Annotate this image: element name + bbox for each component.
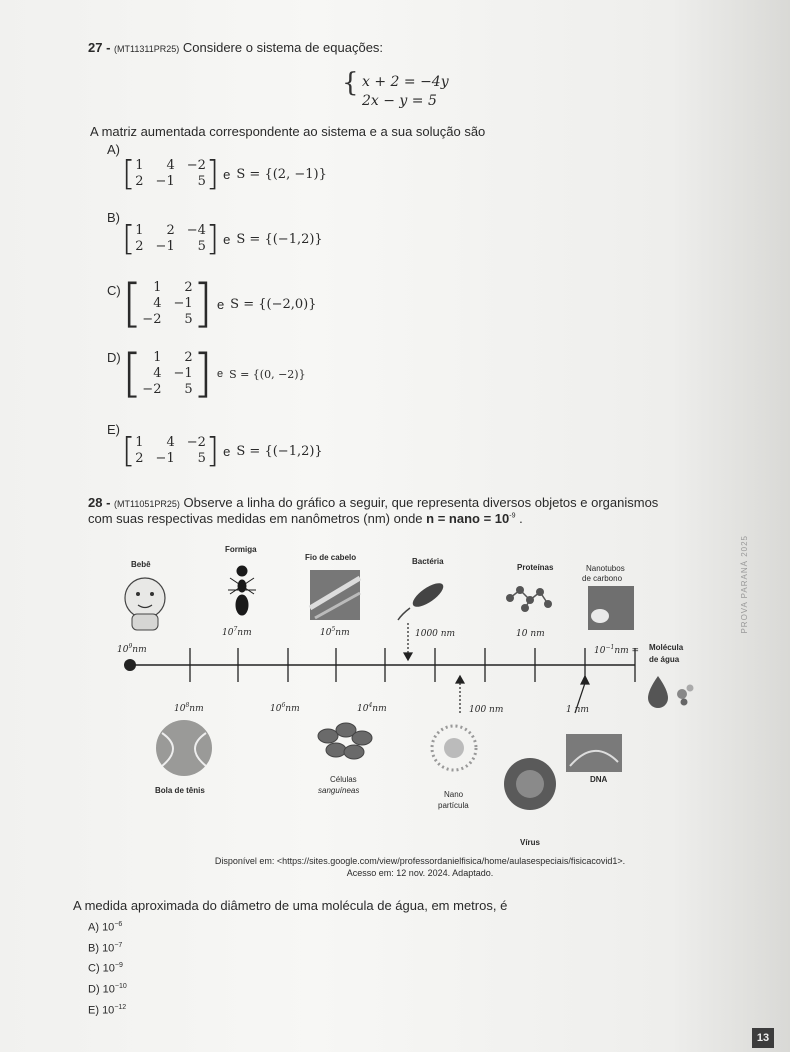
label-nano: Nano [444,790,464,799]
blood-cells-icon [318,723,372,759]
q28-options [88,916,127,1019]
solution-b: S = {(−1,2)} [236,231,323,247]
figure-access-date: Acesso em: 12 nov. 2024. Adaptado. [346,868,494,878]
matrix-b: 1 2 −4 2 −1 5 [135,223,206,254]
matrix-a: 1 4 −2 2 −1 5 [135,158,206,189]
side-watermark: PROVA PARANÁ 2025 [740,535,749,634]
solution-a: S = {(2, −1)} [236,166,327,182]
label-celulas: Células [330,775,357,784]
nanoparticle-icon [432,726,476,770]
measure-1e8: $10^8nm$ [174,702,204,714]
solution-c: S = {(−2,0)} [230,296,317,312]
nano-definition: n = nano = 10 [426,511,510,526]
q27-option-a-letter[interactable]: A) [107,142,120,157]
q28-option-a[interactable]: A) $10^{-6}$ [88,921,123,934]
baby-icon [125,578,165,630]
q28-number: 28 - [88,495,111,510]
q28-option-d[interactable]: D) $10^{-10}$ [88,982,127,996]
figure-source: Disponível em: <https://sites.google.com/view/professordanielfisica/home/aulasespeciais/fisicacovid1>. [214,856,626,866]
q27-option-b[interactable]: [ 1 2 −4 2 −1 5 ] e S = {(−1,2)} [122,219,323,259]
measure-1e9: $10^9nm$ [117,643,147,655]
q27-header [88,40,383,55]
water-drop-icon [648,676,694,708]
dna-icon [566,734,622,772]
label-fio-de-cabelo: Fio de cabelo [305,553,357,562]
measure-1e7: $10^7nm$ [222,626,252,638]
label-nanotubos: Nanotubos [586,564,625,573]
label-de-carbono: de carbono [582,574,623,583]
equation-1: x + 2 = −4y [362,74,449,90]
matrix-d: 1 2 4 −1 −2 5 [142,350,193,397]
q28-option-c[interactable]: C) $10^{-9}$ [88,962,123,975]
label-formiga: Formiga [225,545,257,554]
measure-1e5: $10^5nm$ [320,626,350,638]
measure-1e-1: $10^{-1}nm$ = [594,644,640,656]
q28-prompt-1: Observe a linha do gráfico a seguir, que representa diversos objetos e organismos [183,495,659,510]
hair-icon [310,570,360,620]
equation-system [362,73,449,111]
bacteria-icon [398,579,447,620]
nanoscale-figure [110,538,730,848]
measure-1000nm: 1000 nm [415,629,456,639]
label-sanguineas: sanguíneas [318,786,360,795]
measure-1e6: $10^6nm$ [270,702,300,714]
measure-100nm: 100 nm [469,705,504,715]
tennis-ball-icon [156,720,212,776]
label-bebe: Bebê [131,560,151,569]
virus-icon [504,758,556,810]
measure-1nm: 1 nm [566,705,589,715]
q28-header [88,495,738,510]
label-dna: DNA [590,775,608,784]
scale-start-dot [124,659,136,671]
q28-code: (MT11051PR25) [114,499,180,509]
label-bacteria: Bactéria [412,557,444,566]
proteins-icon [506,586,552,612]
label-virus: Vírus [520,838,541,847]
q28-question: A medida aproximada do diâmetro de uma molécula de água, em metros, é [73,898,508,913]
q27-option-e[interactable]: [ 1 4 −2 2 −1 5 ] e S = {(−1,2)} [122,431,323,471]
matrix-c: 1 2 4 −1 −2 5 [142,280,193,327]
ant-icon [228,566,256,615]
q28-option-b[interactable]: B) $10^{-7}$ [88,941,123,955]
q27-option-d[interactable]: [ 1 2 4 −1 −2 5 ] e S = {(0, −2)} [122,344,306,404]
q27-option-d-letter[interactable]: D) [107,350,121,365]
q27-option-b-letter[interactable]: B) [107,210,120,225]
q27-option-e-letter[interactable]: E) [107,422,120,437]
q27-option-a[interactable]: [ 1 4 −2 2 −1 5 ] e S = {(2, −1)} [122,154,327,194]
q27-number: 27 - [88,40,111,55]
matrix-e: 1 4 −2 2 −1 5 [135,435,206,466]
equation-2: 2x − y = 5 [362,93,437,109]
label-particula: partícula [438,801,469,810]
measure-1e4: $10^4nm$ [357,702,387,714]
label-proteinas: Proteínas [517,563,554,572]
solution-d: S = {(0, −2)} [229,367,306,381]
nanotube-icon [588,586,634,630]
q28-option-e[interactable]: E) $10^{-12}$ [88,1003,127,1017]
solution-e: S = {(−1,2)} [236,443,323,459]
q28-prompt-line2: com suas respectivas medidas em nanômetros (nm) onde n = nano = $10^{-9}$ . [88,511,523,526]
label-bola-de-tenis: Bola de tênis [155,786,205,795]
page-number: 13 [752,1028,774,1048]
label-de-agua: de água [649,655,680,664]
q27-question: A matriz aumentada correspondente ao sistema e a sua solução são [90,124,486,139]
q27-prompt: Considere o sistema de equações: [182,40,384,55]
q27-code: (MT11311PR25) [114,44,180,54]
q27-option-c-letter[interactable]: C) [107,283,121,298]
label-molecula: Molécula [649,643,684,652]
system-brace: { [342,68,359,98]
measure-10nm: 10 nm [516,629,545,639]
q27-option-c[interactable]: [ 1 2 4 −1 −2 5 ] e S = {(−2,0)} [122,274,317,334]
